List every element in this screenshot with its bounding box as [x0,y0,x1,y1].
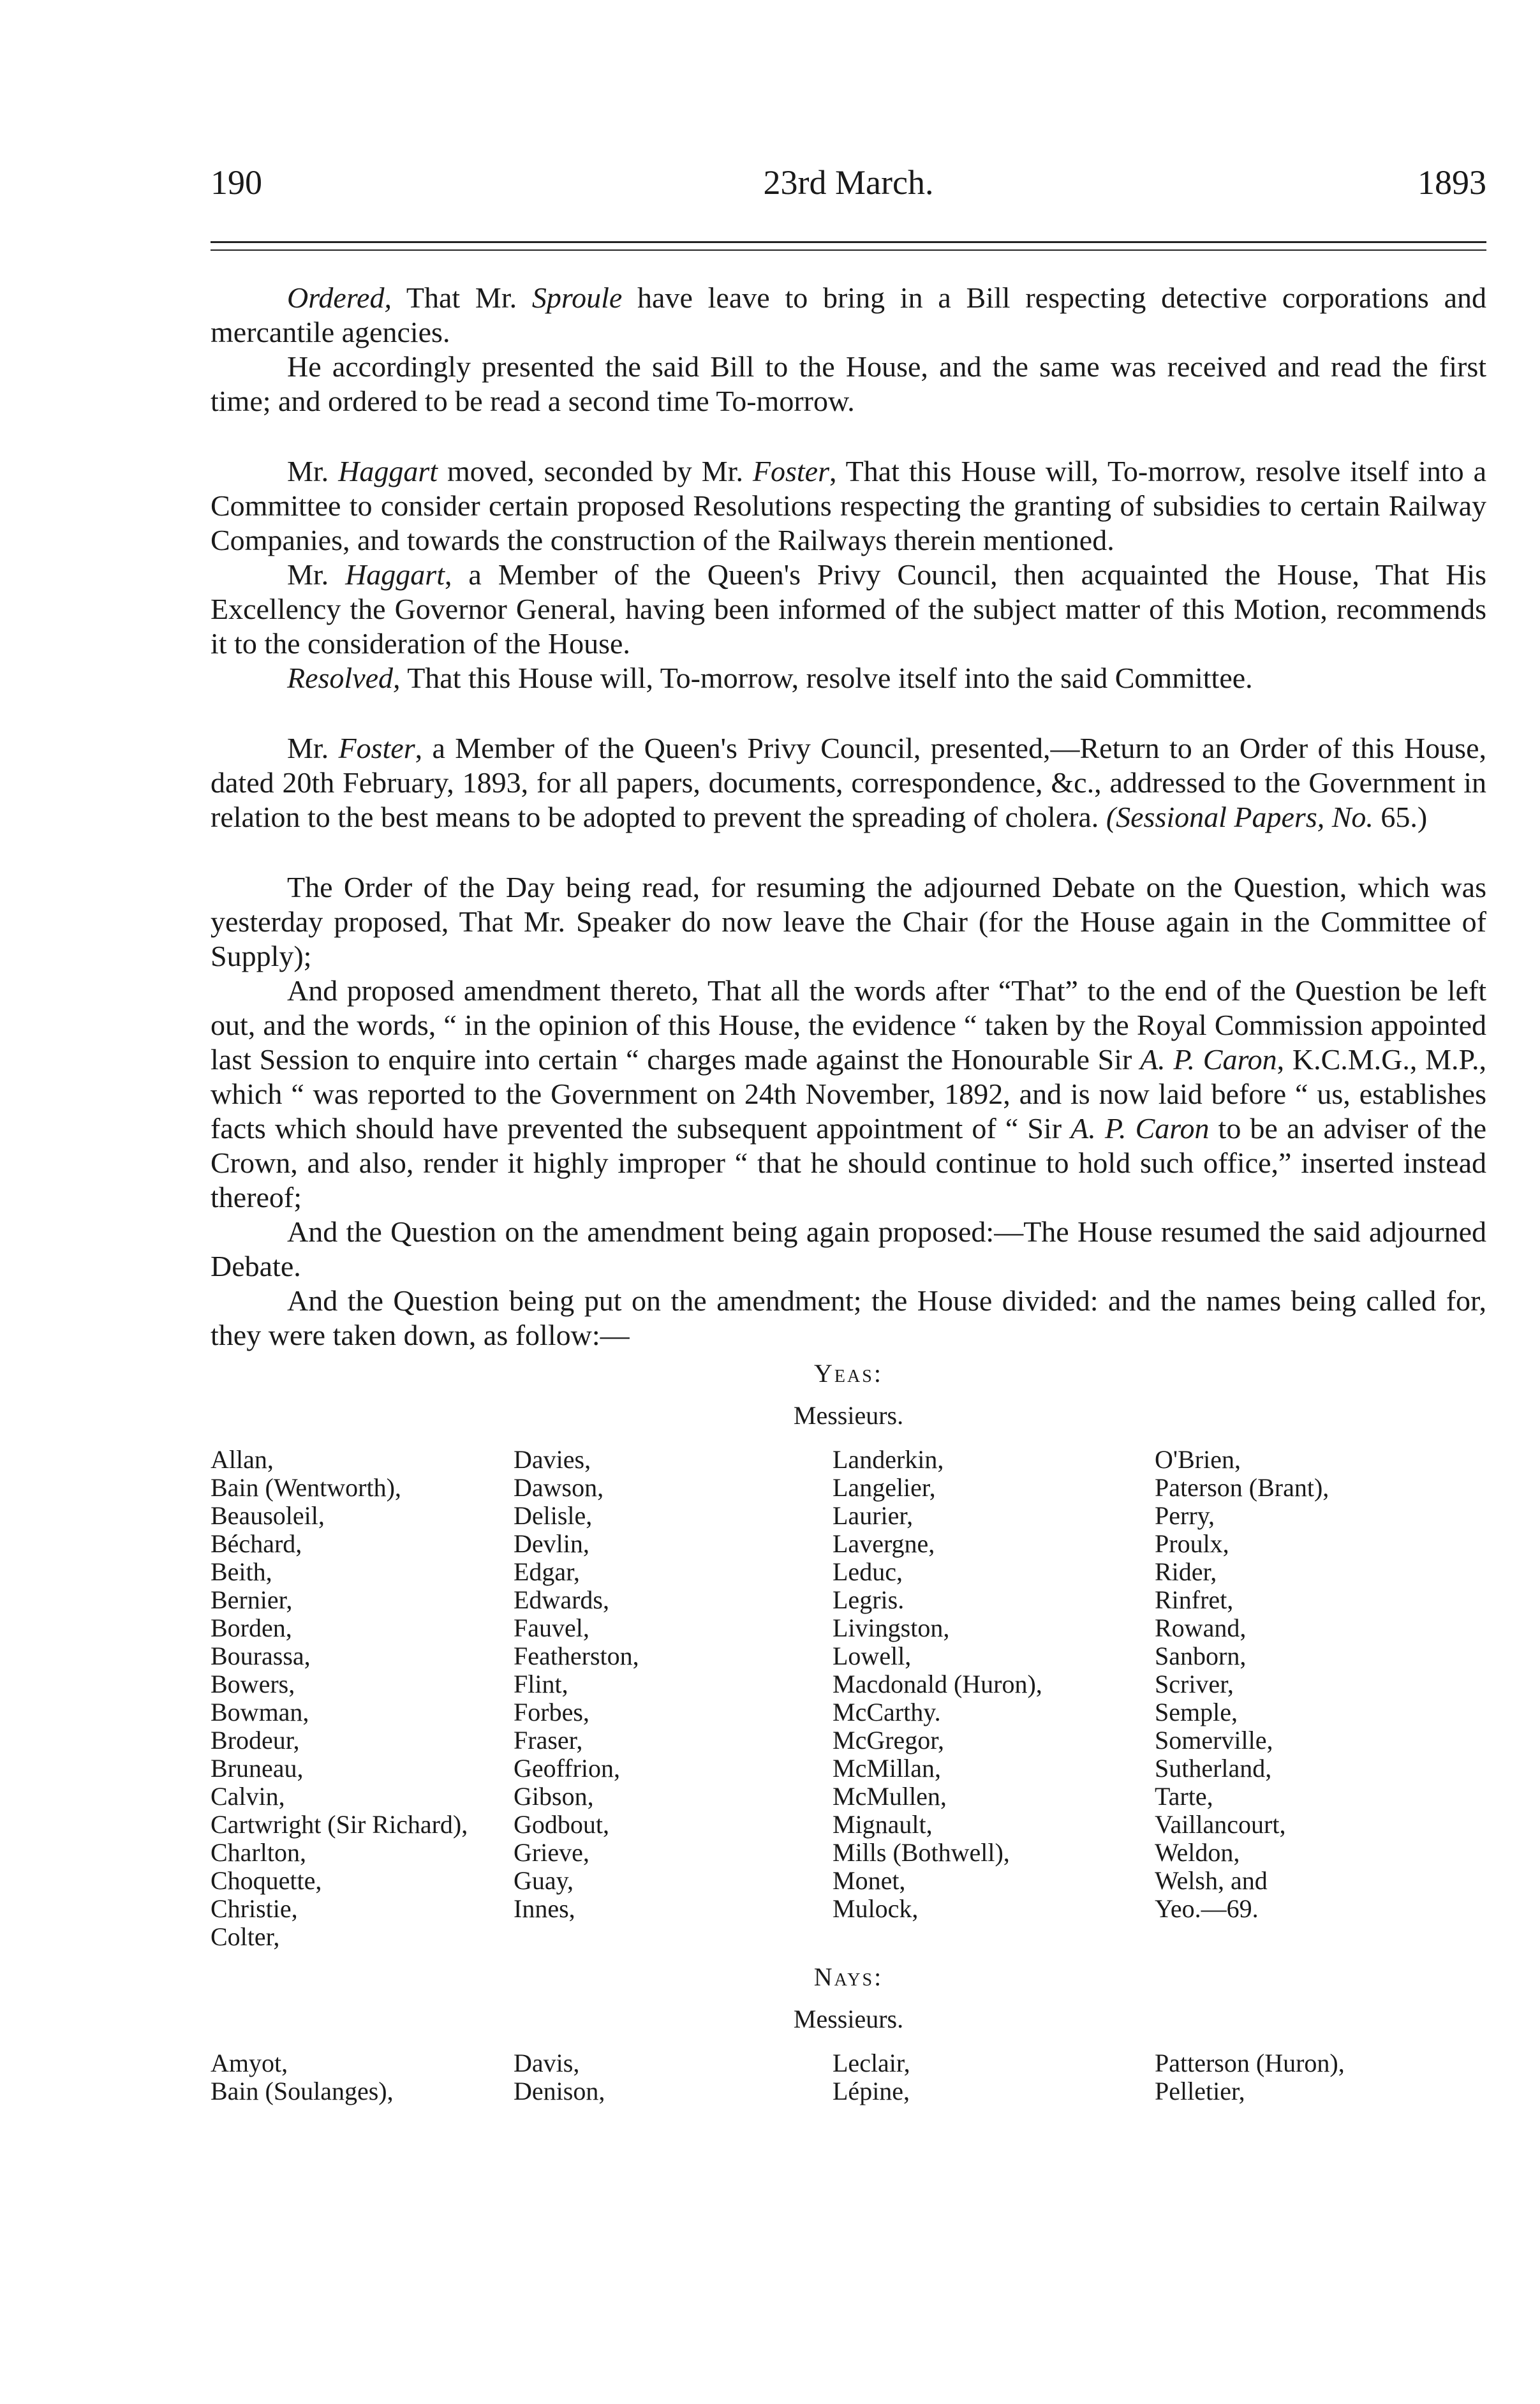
member-name: Mills (Bothwell), [833,1838,1010,1867]
member-name: Legris. [833,1585,905,1614]
member-name: Grieve, [514,1838,589,1867]
member-name: Forbes, [514,1698,589,1726]
member-name: Béchard, [211,1529,302,1558]
member-name: Semple, [1155,1698,1238,1726]
member-name: Laurier, [833,1501,914,1530]
paragraph-resolved: Resolved, That this House will, To-morrow, resolve itself into the said Committee. [287,662,1253,694]
member-name: Brodeur, [211,1726,300,1755]
member-name: Landerkin, [833,1445,944,1474]
member-name: Charlton, [211,1838,306,1867]
member-name: Bruneau, [211,1754,304,1783]
member-name: Bowman, [211,1698,309,1726]
member-name: Bourassa, [211,1642,311,1670]
member-name: Borden, [211,1614,292,1642]
member-name: Featherston, [514,1642,639,1670]
paragraph-haggart-motion: Mr. Haggart moved, seconded by Mr. Foster, That this House will, To-morrow, resolve itself into a Committee to consider certain proposed Resolutions respecting the granting of subsidies to certain Railway Companies, and towards the construction of the Railways therein mentioned. [211,455,1487,556]
yeas-column-1 [211,1446,514,1951]
member-name: Gibson, [514,1782,594,1811]
member-name: Amyot, [211,2049,288,2077]
member-name: McGregor, [833,1726,944,1755]
member-name: Somerville, [1155,1726,1273,1755]
paragraph-order-of-day: The Order of the Day being read, for resuming the adjourned Debate on the Question, which was yesterday proposed, That Mr. Speaker do now leave the Chair (for the House again in the Committee of Supply); [211,871,1486,972]
member-name: Rider, [1155,1557,1217,1586]
member-name: Allan, [211,1445,274,1474]
member-name: Bowers, [211,1670,295,1698]
paragraph-bill-presented: He accordingly presented the said Bill to the House, and the same was received and read the first time; and ordered to be read a second time To-morrow. [211,350,1486,417]
nays-column-1 [211,2049,514,2105]
nays-column-4 [1155,2049,1486,2105]
member-name: Perry, [1155,1501,1215,1530]
member-name: Guay, [514,1866,574,1895]
member-name: Langelier, [833,1473,936,1502]
member-name: Davies, [514,1445,591,1474]
member-name: McMillan, [833,1754,941,1783]
member-name: Fauvel, [514,1614,589,1642]
member-name: Leduc, [833,1557,903,1586]
member-name: Edwards, [514,1585,609,1614]
member-name: Cartwright (Sir Richard), [211,1810,468,1839]
member-name: Geoffrion, [514,1754,620,1783]
member-name: Choquette, [211,1866,322,1895]
member-name: Macdonald (Huron), [833,1670,1042,1698]
member-name: Denison, [514,2077,605,2105]
member-name: Christie, [211,1894,298,1923]
yeas-messieurs: Messieurs. [793,1401,904,1430]
nays-column-3 [833,2049,1155,2105]
paragraph-foster-return: Mr. Foster, a Member of the Queen's Privy Council, presented,—Return to an Order of this House, dated 20th February, 1893, for all papers, documents, correspondence, &c., addressed to the Government in relation to the best means to be adopted to prevent the spreading of cholera. (Sessional Papers, No. 65.) [211,732,1486,833]
page-header [211,163,1486,214]
yeas-name-list [211,1446,1486,1951]
member-name: Mignault, [833,1810,933,1839]
member-name: Monet, [833,1866,906,1895]
member-name: Lowell, [833,1642,912,1670]
member-name: Leclair, [833,2049,910,2077]
yeas-column-2 [514,1446,833,1951]
yeas-column-3 [833,1446,1155,1951]
page-date-title: 23rd March. [763,163,934,202]
nays-column-2 [514,2049,833,2105]
member-name: Godbout, [514,1810,609,1839]
member-name: Rinfret, [1155,1585,1234,1614]
header-rule-bottom [211,249,1486,251]
page-number: 190 [211,163,262,202]
paragraph-division: And the Question being put on the amendment; the House divided: and the names being called for, they were taken down, as follow:— [211,1284,1486,1351]
member-name: Bain (Wentworth), [211,1473,401,1502]
member-name: Proulx, [1155,1529,1229,1558]
member-name: Vaillancourt, [1155,1810,1286,1839]
member-name: Pelletier, [1155,2077,1245,2105]
paragraph-haggart-acquainted: Mr. Haggart, a Member of the Queen's Privy Council, then acquainted the House, That His Excellency the Governor General, having been informed of the subject matter of this Motion, recommends it to the consideration of the House. [211,558,1486,660]
member-name: Colter, [211,1922,280,1951]
member-name: O'Brien, [1155,1445,1241,1474]
member-name: Lépine, [833,2077,910,2105]
member-name: Calvin, [211,1782,285,1811]
member-name: Dawson, [514,1473,604,1502]
yeas-label: Yeas: [814,1359,883,1388]
member-name: Patterson (Huron), [1155,2049,1345,2077]
member-name: Sutherland, [1155,1754,1272,1783]
paragraph-ordered: Ordered, That Mr. Sproule have leave to bring in a Bill respecting detective corporations and mercantile agencies. [211,281,1486,348]
member-name: Flint, [514,1670,568,1698]
member-name: Lavergne, [833,1529,935,1558]
member-name: Sanborn, [1155,1642,1247,1670]
member-name: Bernier, [211,1585,293,1614]
member-name: Scriver, [1155,1670,1234,1698]
page-year: 1893 [1418,163,1486,202]
member-name: Devlin, [514,1529,589,1558]
member-name: Fraser, [514,1726,583,1755]
member-name: Tarte, [1155,1782,1213,1811]
member-name: Yeo.—69. [1155,1894,1259,1923]
header-rule-top [211,241,1486,243]
member-name: Edgar, [514,1557,580,1586]
member-name: McMullen, [833,1782,947,1811]
member-name: Weldon, [1155,1838,1240,1867]
yeas-column-4 [1155,1446,1486,1951]
member-name: Davis, [514,2049,580,2077]
member-name: Delisle, [514,1501,593,1530]
member-name: Beith, [211,1557,272,1586]
member-name: Innes, [514,1894,575,1923]
member-name: Bain (Soulanges), [211,2077,394,2105]
paragraph-amendment: And proposed amendment thereto, That all the words after “That” to the end of the Question be left out, and the words, “ in the opinion of this House, the evidence “ taken by the Royal Commission appointed last Session to enquire into certain “ charges made against the Honourable Sir A. P. Caron, K.C.M.G., M.P., which “ was reported to the Government on 24th November, 1892, and is now laid before “ us, establishes facts which should have prevented the subsequent appointment of “ Sir A. P. Caron to be an adviser of the Crown, and also, render it highly improper “ that he should continue to hold such office,” inserted instead thereof; [211,974,1486,1213]
member-name: Rowand, [1155,1614,1247,1642]
nays-label: Nays: [813,1963,884,1991]
nays-name-list [211,2049,1486,2105]
member-name: Beausoleil, [211,1501,325,1530]
member-name: Mulock, [833,1894,919,1923]
member-name: McCarthy. [833,1698,941,1726]
paragraph-question-proposed: And the Question on the amendment being again proposed:—The House resumed the said adjourned Debate. [211,1215,1486,1282]
member-name: Welsh, and [1155,1866,1268,1895]
member-name: Livingston, [833,1614,950,1642]
nays-messieurs: Messieurs. [793,2005,904,2033]
journal-body [211,281,1486,2105]
member-name: Paterson (Brant), [1155,1473,1329,1502]
